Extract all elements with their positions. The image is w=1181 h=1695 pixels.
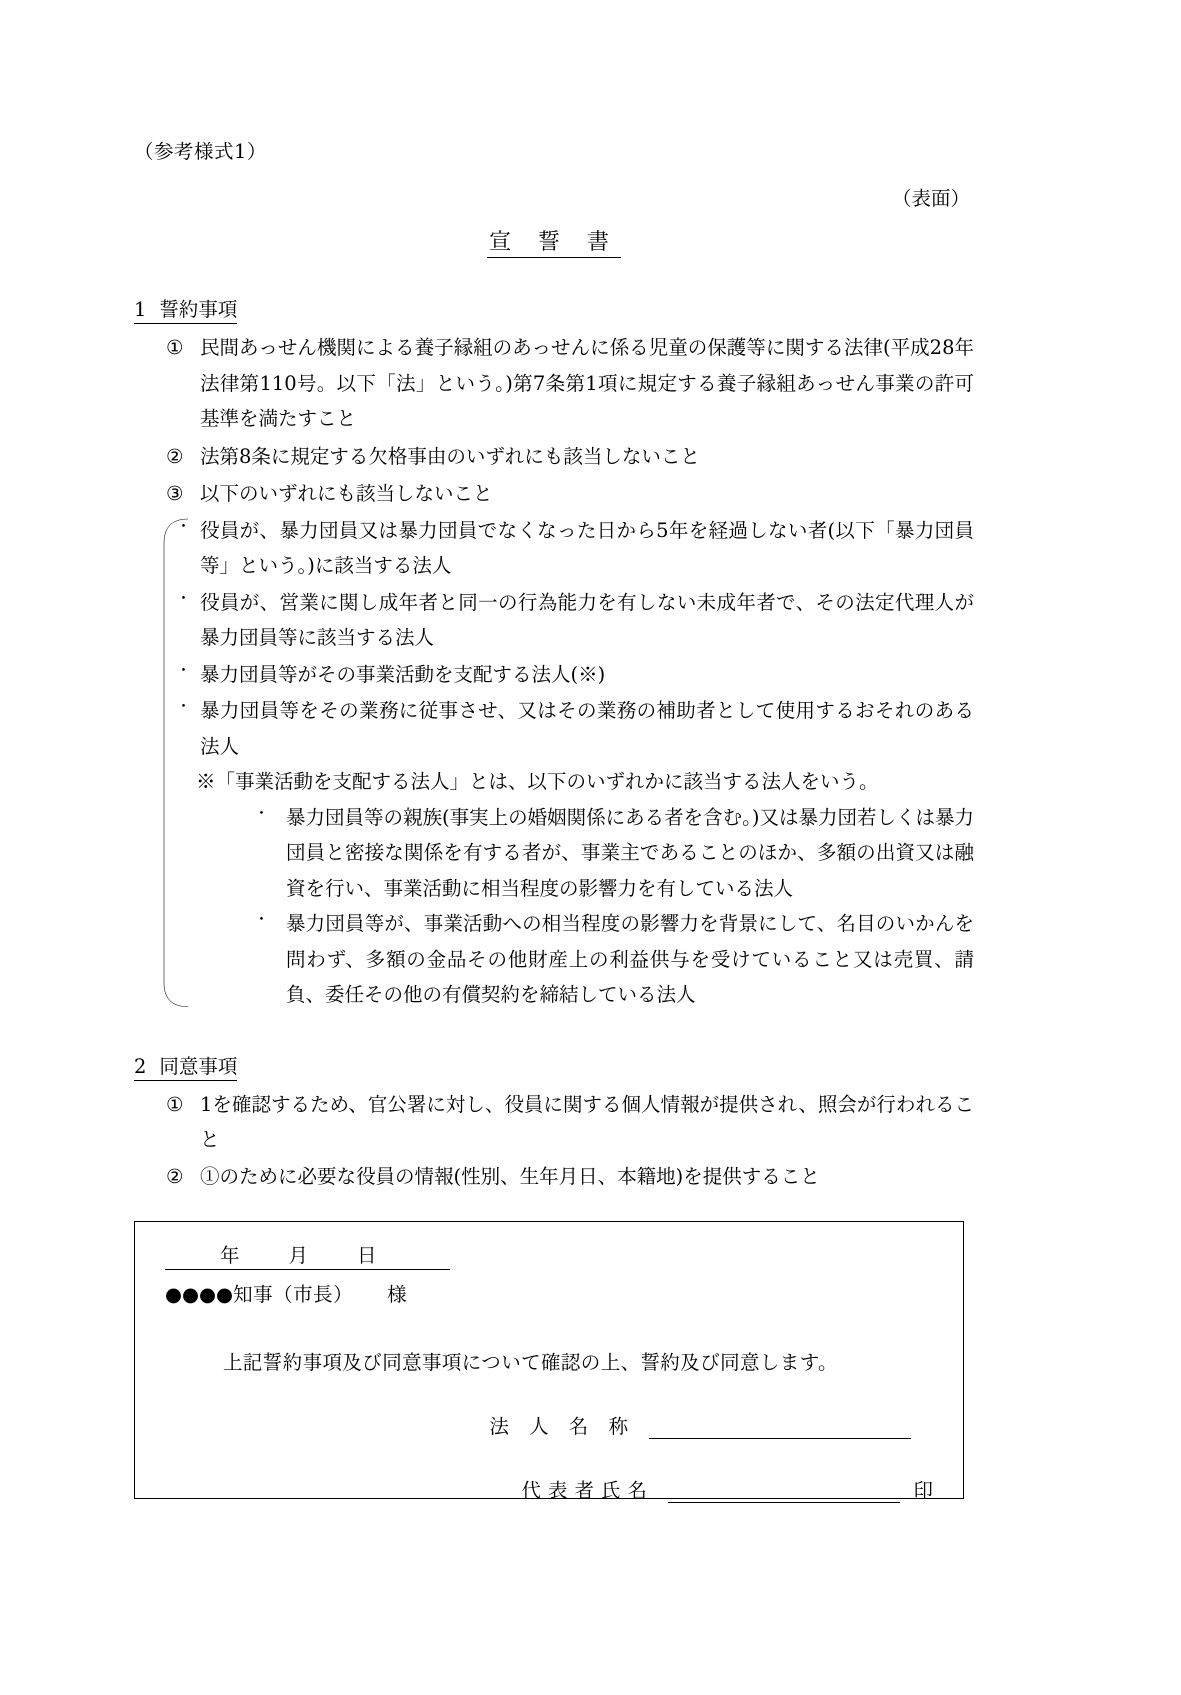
declaration-statement: 上記誓約事項及び同意事項について確認の上、誓約及び同意します。 [223,1350,838,1374]
list-marker: ③ [166,482,184,506]
representative-name-row [165,1475,933,1503]
list-marker: ② [166,444,184,468]
page-title-text: 宣 誓 書 [487,230,621,258]
side-label: （表面） [891,187,970,211]
list-item [134,693,974,764]
list-item [134,585,974,656]
addressee-honorific: 様 [387,1282,408,1306]
date-month-label: 月 [288,1243,310,1267]
bullet-marker: ・ [176,516,192,535]
date-year-label: 年 [220,1243,241,1267]
addressee-line [165,1279,933,1307]
list-item [134,439,974,474]
list-item-text: ①のために必要な役員の情報(性別、生年月日、本籍地)を提供すること [200,1165,820,1189]
representative-name-input[interactable] [668,1479,900,1503]
list-marker: ① [166,336,184,360]
section-1-label: 誓約事項 [159,298,238,322]
list-item-text: 以下のいずれにも該当しないこと [200,482,493,506]
list-item [134,476,974,511]
list-item [134,657,974,692]
addressee-title: 知事（市長） [233,1282,354,1306]
braced-group [134,513,974,1013]
list-item [134,1087,974,1158]
date-day-label: 日 [357,1243,378,1267]
seal-label: 印 [913,1478,933,1502]
list-item-text: 暴力団員等がその事業活動を支配する法人(※) [200,662,606,686]
list-item-text: 1を確認するため、官公署に対し、役員に関する個人情報が提供され、照会が行われること [200,1092,974,1151]
list-item-text: 役員が、営業に関し成年者と同一の行為能力を有しない未成年者で、その法定代理人が暴力団員等に該当する法人 [200,590,974,650]
list-item-text: 法第8条に規定する欠格事由のいずれにも該当しないこと [200,444,700,468]
section-heading-2 [134,1051,974,1079]
addressee-placeholder-dots: ●●●● [165,1282,234,1306]
section-2-number: 2 [134,1054,147,1078]
note-text: ※「事業活動を支配する法人」とは、以下のいずれかに該当する法人をいう。 [196,770,879,794]
list-item [134,906,974,1012]
document-body [134,138,974,1502]
section-heading-1 [134,294,974,322]
list-item [134,800,974,906]
list-item [134,330,974,436]
list-item [134,513,974,584]
representative-name-label: 代表者氏名 [521,1478,654,1502]
list-item [134,1159,974,1194]
signature-box [134,1221,964,1502]
list-item-text: 民間あっせん機関による養子縁組のあっせんに係る児童の保護等に関する法律(平成28年法律第110号。以下「法」という。)第7条第1項に規定する養子縁組あっせん事業の許可基準を満たすこと [200,336,974,431]
date-field[interactable] [165,1240,450,1270]
corporate-name-input[interactable] [649,1415,911,1439]
list-item-text: 暴力団員等をその業務に従事させ、又はその業務の補助者として使用するおそれのある法人 [200,699,974,758]
bullet-marker: ・ [176,660,192,679]
section-1-number: 1 [134,298,147,322]
section-2-label: 同意事項 [159,1054,238,1078]
page-title [134,225,974,256]
bullet-marker: ・ [254,910,270,929]
list-item-text: 暴力団員等が、事業活動への相当程度の影響力を背景にして、名目のいかんを問わず、多額の金品その他財産上の利益供与を受けていること又は売買、請負、委任その他の有償契約を締結している法人 [286,912,974,1007]
form-code-label: （参考様式1） [134,140,267,163]
list-item-text: 暴力団員等の親族(事実上の婚姻関係にある者を含む。)又は暴力団若しくは暴力団員と密接な関係を有する者が、事業主であることのほか、多額の出資又は融資を行い、事業活動に相当程度の影響力を有している法人 [286,805,974,900]
bullet-marker: ・ [176,697,192,716]
list-item-text: 役員が、暴力団員又は暴力団員でなくなった日から5年を経過しない者(以下「暴力団員等」という。)に該当する法人 [200,518,974,578]
corporate-name-label: 法 人 名 称 [489,1414,635,1438]
list-marker: ② [166,1165,184,1189]
corporate-name-row [165,1411,933,1439]
bullet-marker: ・ [254,803,270,822]
bullet-marker: ・ [176,588,192,607]
list-marker: ① [166,1092,184,1116]
